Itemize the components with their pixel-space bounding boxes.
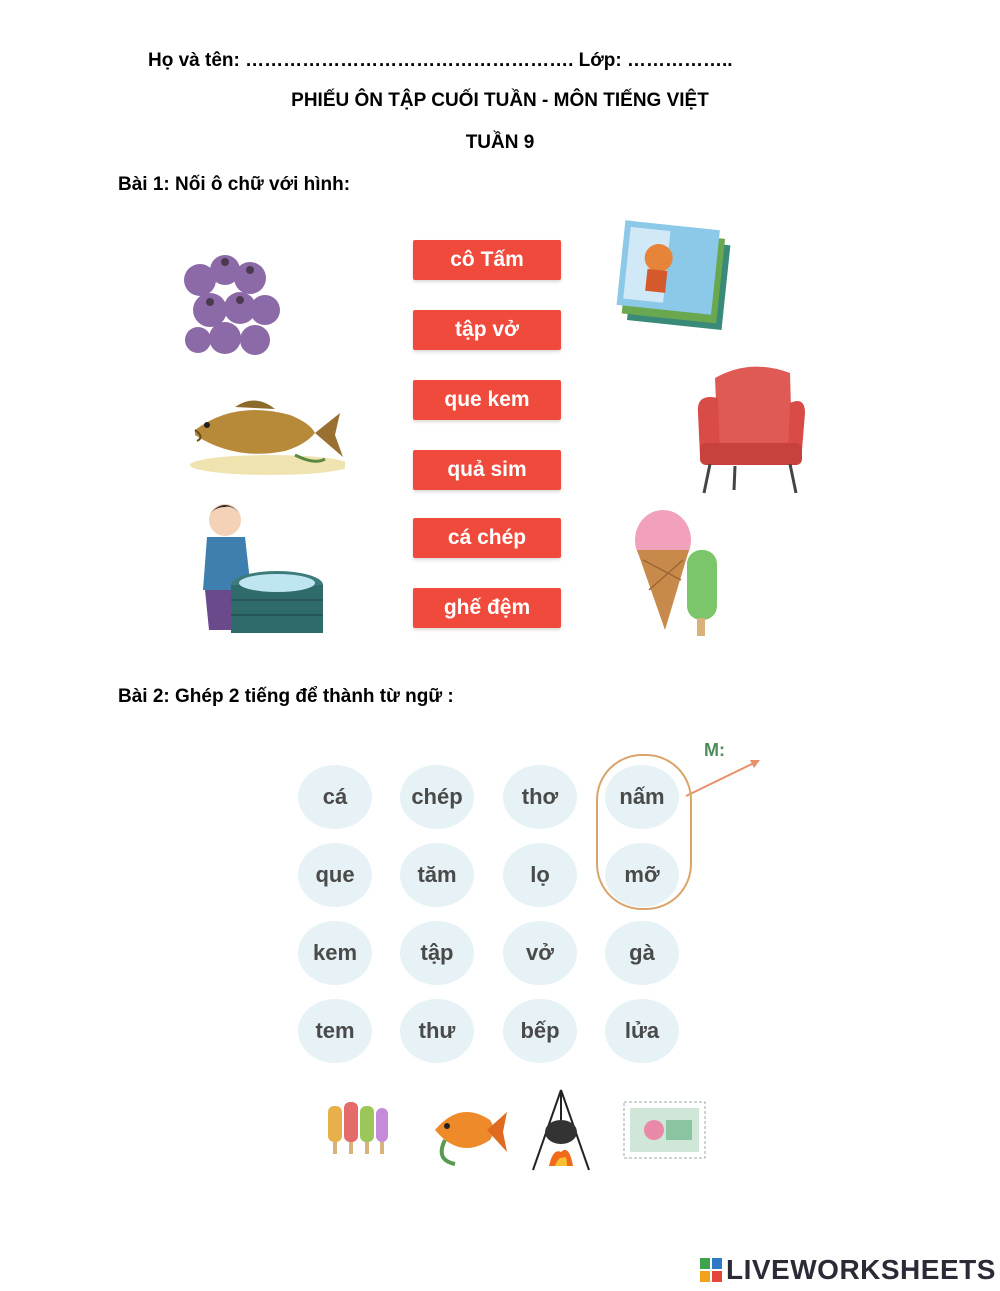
syllable-circle[interactable]: tập: [400, 921, 474, 985]
popsicles-icon: [322, 1098, 394, 1160]
exercise2-heading: Bài 2: Ghép 2 tiếng để thành từ ngữ :: [118, 686, 454, 707]
syllable-circle[interactable]: kem: [298, 921, 372, 985]
exercise1-heading: Bài 1: Nối ô chữ với hình:: [118, 174, 351, 195]
syllable-circle[interactable]: nấm: [605, 765, 679, 829]
liveworksheets-brand: LIVEWORKSHEETS: [726, 1254, 996, 1285]
worksheet-title: PHIẾU ÔN TẬP CUỐI TUẦN - MÔN TIẾNG VIỆT: [291, 90, 709, 111]
notebooks-icon[interactable]: [612, 220, 742, 330]
week-label: TUẦN 9: [465, 132, 535, 153]
campfire-pot-icon: [527, 1086, 595, 1174]
syllable-circle[interactable]: tem: [298, 999, 372, 1063]
example-marker: M:: [704, 740, 725, 760]
syllable-circle[interactable]: vở: [503, 921, 577, 985]
syllable-circle[interactable]: bếp: [503, 999, 577, 1063]
syllable-circle[interactable]: lọ: [503, 843, 577, 907]
syllable-circle[interactable]: lửa: [605, 999, 679, 1063]
syllable-circle[interactable]: thơ: [503, 765, 577, 829]
syllable-circle[interactable]: que: [298, 843, 372, 907]
liveworksheets-logo-icon: [700, 1258, 722, 1282]
word-tag-qua-sim[interactable]: quả sim: [413, 450, 561, 490]
name-class-line: Họ và tên: ……………………………………………. Lớp: ……………..: [148, 50, 733, 71]
syllable-circle[interactable]: mỡ: [605, 843, 679, 907]
carp-fish-icon[interactable]: [175, 385, 345, 485]
syllable-circle[interactable]: tăm: [400, 843, 474, 907]
word-tag-que-kem[interactable]: que kem: [413, 380, 561, 420]
word-tag-co-tam[interactable]: cô Tấm: [413, 240, 561, 280]
word-tag-tap-vo[interactable]: tập vở: [413, 310, 561, 350]
goldfish-icon: [425, 1090, 510, 1170]
syllable-circle[interactable]: gà: [605, 921, 679, 985]
girl-at-well-icon[interactable]: [185, 495, 325, 640]
purple-berries-icon[interactable]: [170, 240, 300, 365]
word-tag-ghe-dem[interactable]: ghế đệm: [413, 588, 561, 628]
word-tag-ca-chep[interactable]: cá chép: [413, 518, 561, 558]
postage-stamp-icon: [622, 1100, 707, 1160]
example-arrow-icon: [680, 752, 765, 802]
ice-cream-icon[interactable]: [625, 500, 735, 640]
armchair-icon[interactable]: [690, 358, 810, 498]
syllable-circle[interactable]: cá: [298, 765, 372, 829]
syllable-circle[interactable]: thư: [400, 999, 474, 1063]
syllable-circle[interactable]: chép: [400, 765, 474, 829]
